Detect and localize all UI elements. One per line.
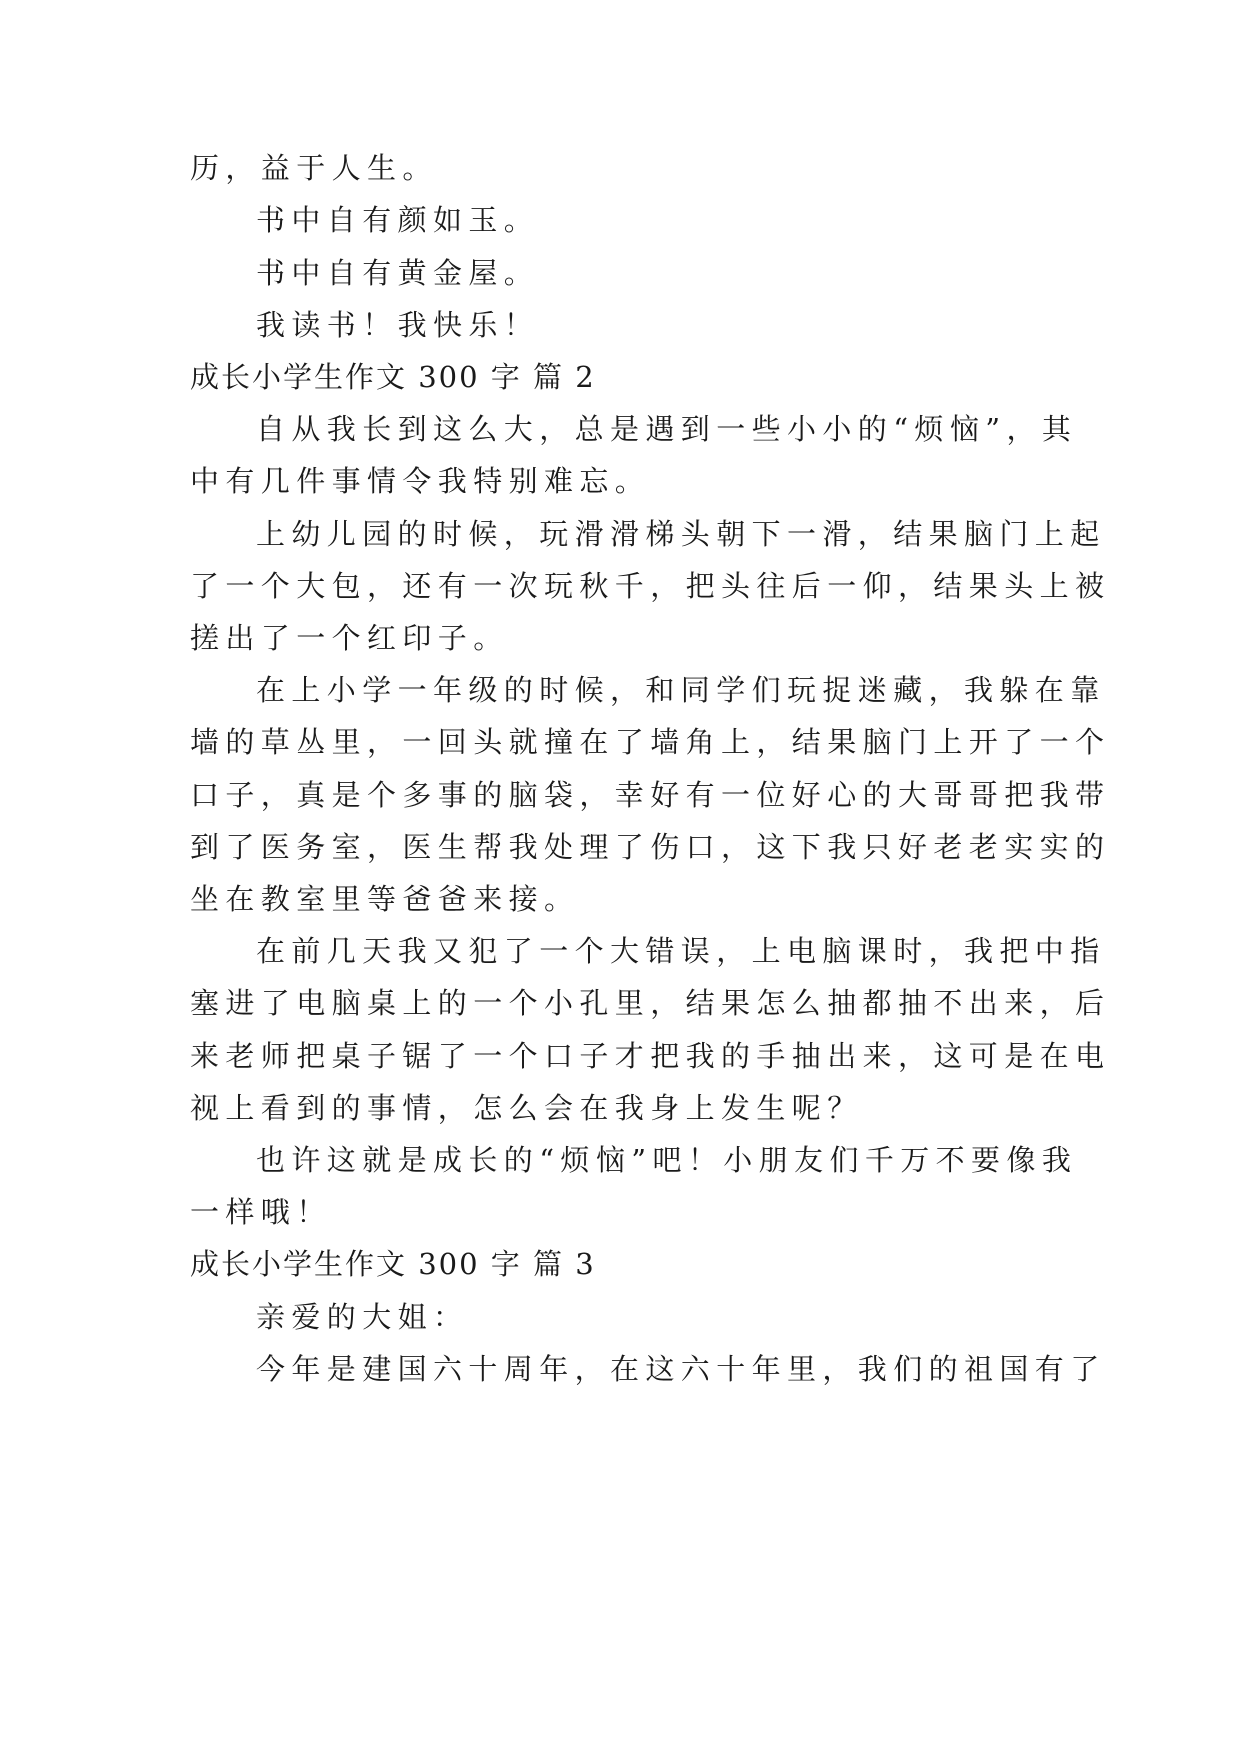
paragraph-line: 书中自有颜如玉。 xyxy=(256,203,540,237)
paragraph-line: 了一个大包，还有一次玩秋千，把头往后一仰，结果头上被 xyxy=(190,569,1111,603)
paragraph-line: 也许这就是成长的“烦恼”吧！小朋友们千万不要像我 xyxy=(256,1143,1078,1177)
paragraph-line: 历，益于人生。 xyxy=(190,151,438,185)
paragraph-line: 搓出了一个红印子。 xyxy=(190,621,509,655)
paragraph-line: 到了医务室，医生帮我处理了伤口，这下我只好老老实实的 xyxy=(190,830,1111,864)
paragraph-line: 在前几天我又犯了一个大错误，上电脑课时，我把中指 xyxy=(256,934,1106,968)
paragraph-line: 我读书！我快乐！ xyxy=(256,308,540,342)
paragraph-line: 坐在教室里等爸爸来接。 xyxy=(190,882,580,916)
paragraph-line: 中有几件事情令我特别难忘。 xyxy=(190,464,651,498)
section-heading: 成长小学生作文 300 字 篇 2 xyxy=(190,360,596,394)
paragraph-line: 来老师把桌子锯了一个口子才把我的手抽出来，这可是在电 xyxy=(190,1039,1111,1073)
section-heading: 成长小学生作文 300 字 篇 3 xyxy=(190,1247,596,1281)
paragraph-line: 一样哦！ xyxy=(190,1195,332,1229)
paragraph-line: 上幼儿园的时候，玩滑滑梯头朝下一滑，结果脑门上起 xyxy=(256,517,1106,551)
paragraph-line: 自从我长到这么大，总是遇到一些小小的“烦恼”，其 xyxy=(256,412,1078,446)
paragraph-line: 塞进了电脑桌上的一个小孔里，结果怎么抽都抽不出来，后 xyxy=(190,986,1111,1020)
paragraph-line: 口子，真是个多事的脑袋，幸好有一位好心的大哥哥把我带 xyxy=(190,778,1111,812)
paragraph-line: 在上小学一年级的时候，和同学们玩捉迷藏，我躲在靠 xyxy=(256,673,1106,707)
paragraph-line: 今年是建国六十周年，在这六十年里，我们的祖国有了 xyxy=(256,1352,1106,1386)
paragraph-line: 亲爱的大姐： xyxy=(256,1300,469,1334)
paragraph-line: 书中自有黄金屋。 xyxy=(256,256,540,290)
paragraph-line: 墙的草丛里，一回头就撞在了墙角上，结果脑门上开了一个 xyxy=(190,725,1111,759)
paragraph-line: 视上看到的事情，怎么会在我身上发生呢？ xyxy=(190,1091,863,1125)
